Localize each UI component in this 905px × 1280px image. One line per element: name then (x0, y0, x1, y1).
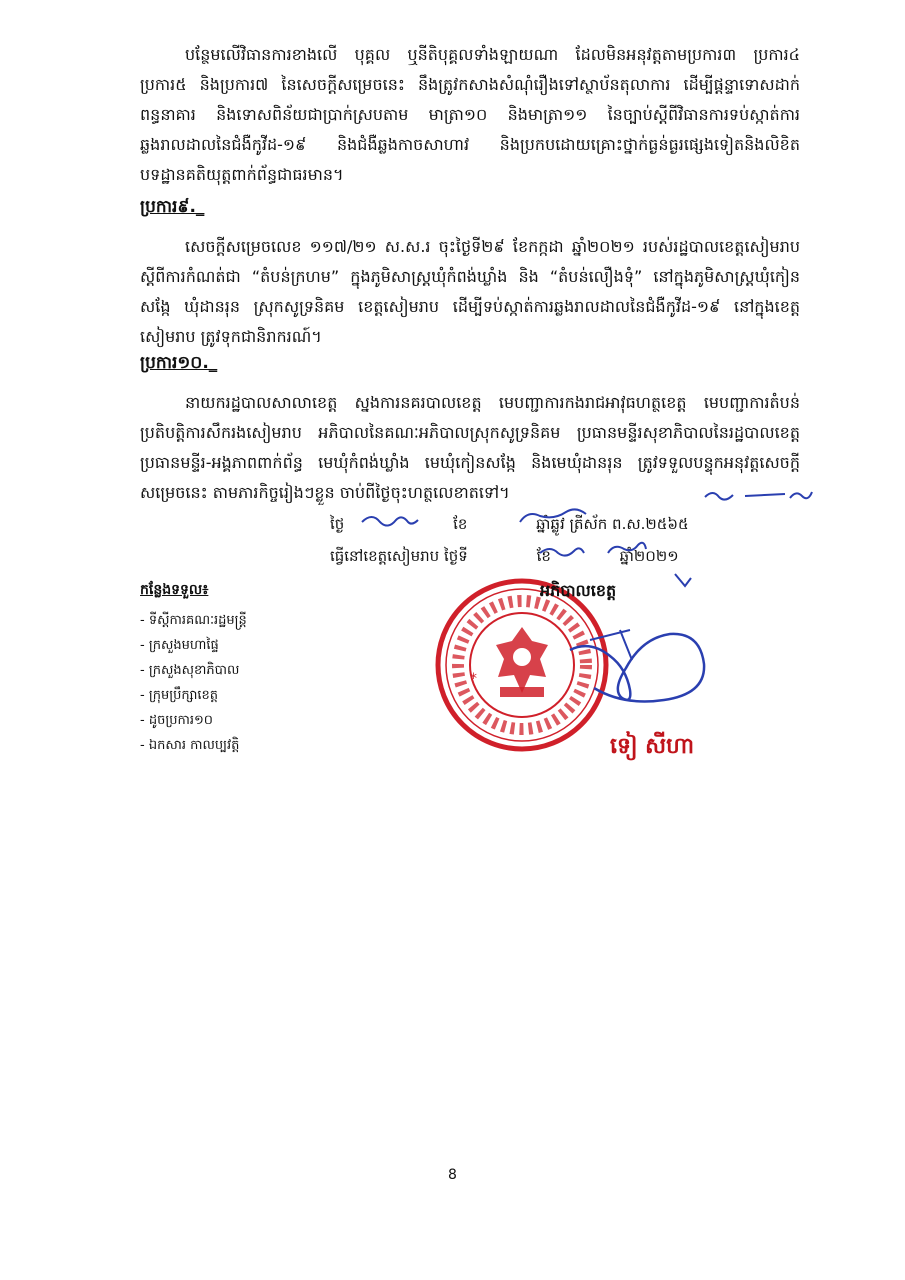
heading-article-10: ប្រការ១០._ (140, 353, 218, 373)
recipients-list (140, 608, 247, 758)
lunar-month-prefix: ខែ (453, 515, 468, 533)
page-number: 8 (448, 1167, 457, 1183)
recipient-item: - ទីស្តីការគណៈរដ្ឋមន្ត្រី (140, 608, 247, 633)
lunar-day-prefix: ថ្ងៃ (330, 515, 345, 533)
recipient-item: - ដូចប្រការ១០ (140, 708, 247, 733)
heading-article-9: ប្រការ៩._ (140, 197, 205, 217)
solar-year-text: ឆ្នាំ២០២១ (619, 547, 679, 565)
lunar-year-text: ឆ្នាំឆ្លូវ ត្រីស័ក ព.ស.២៥៦៥ (536, 515, 689, 533)
made-at-text: ធ្វើនៅខេត្តសៀមរាប ថ្ងៃទី (330, 547, 468, 565)
handwriting-icon (0, 0, 905, 600)
signer-name: ទៀ សីហា (610, 734, 695, 759)
recipient-item: - ក្រសួងមហាផ្ទៃ (140, 633, 247, 658)
recipients-title: កន្លែងទទួល៖ (140, 582, 209, 598)
solar-month-prefix: ខែ (536, 547, 551, 565)
svg-text:*: * (470, 671, 477, 687)
paragraph-2-text: សេចក្តីសម្រេចលេខ ១១៧/២១ ស.ស.រ ចុះថ្ងៃទី២៩ ខែកក្កដា ឆ្នាំ២០២១ របស់រដ្ឋបាលខេត្តសៀមរាប ស្តីពីការកំណត់ជា “តំបន់ក្រហម” ក្នុងភូមិសាស្ត្រឃុំកំពង់ឃ្លាំង និង “តំបន់លឿងទុំ” នៅក្នុងភូមិសាស្ត្រឃុំកៀនសង្កែ ឃុំដានរុន ស្រុកសូទ្រនិគម ខេត្តសៀមរាប ដើម្បីទប់ស្កាត់ការឆ្លងរាលដាលនៃជំងឺកូវីដ-១៩ នៅក្នុងខេត្តសៀមរាប ត្រូវទុកជានិរាករណ៍។ (140, 237, 800, 346)
recipient-item: - ក្រសួងសុខាភិបាល (140, 658, 247, 683)
paragraph-3-text: នាយករដ្ឋបាលសាលាខេត្ត ស្នងការនគរបាលខេត្ត មេបញ្ជាការកងរាជអាវុធហត្ថខេត្ត មេបញ្ជាការតំបន់ប្រតិបត្តិការសឹករងសៀមរាប អភិបាលនៃគណៈអភិបាលស្រុកសូទ្រនិគម ប្រធានមន្ទីរសុខាភិបាលនៃរដ្ឋបាលខេត្ត ប្រធានមន្ទីរ-អង្គភាពពាក់ព័ន្ធ មេឃុំកំពង់ឃ្លាំង មេឃុំកៀនសង្កែ និងមេឃុំដានរុន ត្រូវទទួលបន្ទុកអនុវត្តសេចក្តីសម្រេចនេះ តាមភារកិច្ចរៀងៗខ្លួន ចាប់ពីថ្ងៃចុះហត្ថលេខាតទៅ។ (140, 393, 800, 502)
paragraph-1-text: បន្ថែមលើវិធានការខាងលើ បុគ្គល ឬនីតិបុគ្គលទាំងឡាយណា ដែលមិនអនុវត្តតាមប្រការ៣ ប្រការ៤ ប្រការ៥ និងប្រការ៧ នៃសេចក្តីសម្រេចនេះ នឹងត្រូវកសាងសំណុំរឿងទៅស្ថាប័នតុលាការ ដើម្បីផ្តន្ទាទោសដាក់ពន្ធនាគារ និងទោសពិន័យជាប្រាក់ស្របតាម មាត្រា១០ និងមាត្រា១១ នៃច្បាប់ស្តីពីវិធានការទប់ស្កាត់ការឆ្លងរាលដាលនៃជំងឺកូវីដ-១៩ និងជំងឺឆ្លងកាចសាហាវ និងប្រកបដោយគ្រោះថ្នាក់ធ្ងន់ធ្ងរផ្សេងទៀតនិងលិខិតបទដ្ឋានគតិយុត្តពាក់ព័ន្ធជាធរមាន។ (140, 45, 800, 184)
recipient-item: - ក្រុមប្រឹក្សាខេត្ត (140, 683, 247, 708)
governor-title: អភិបាលខេត្ត (540, 581, 617, 600)
recipient-item: - ឯកសារ កាលប្បវត្តិ (140, 733, 247, 758)
signature-icon (560, 600, 710, 710)
